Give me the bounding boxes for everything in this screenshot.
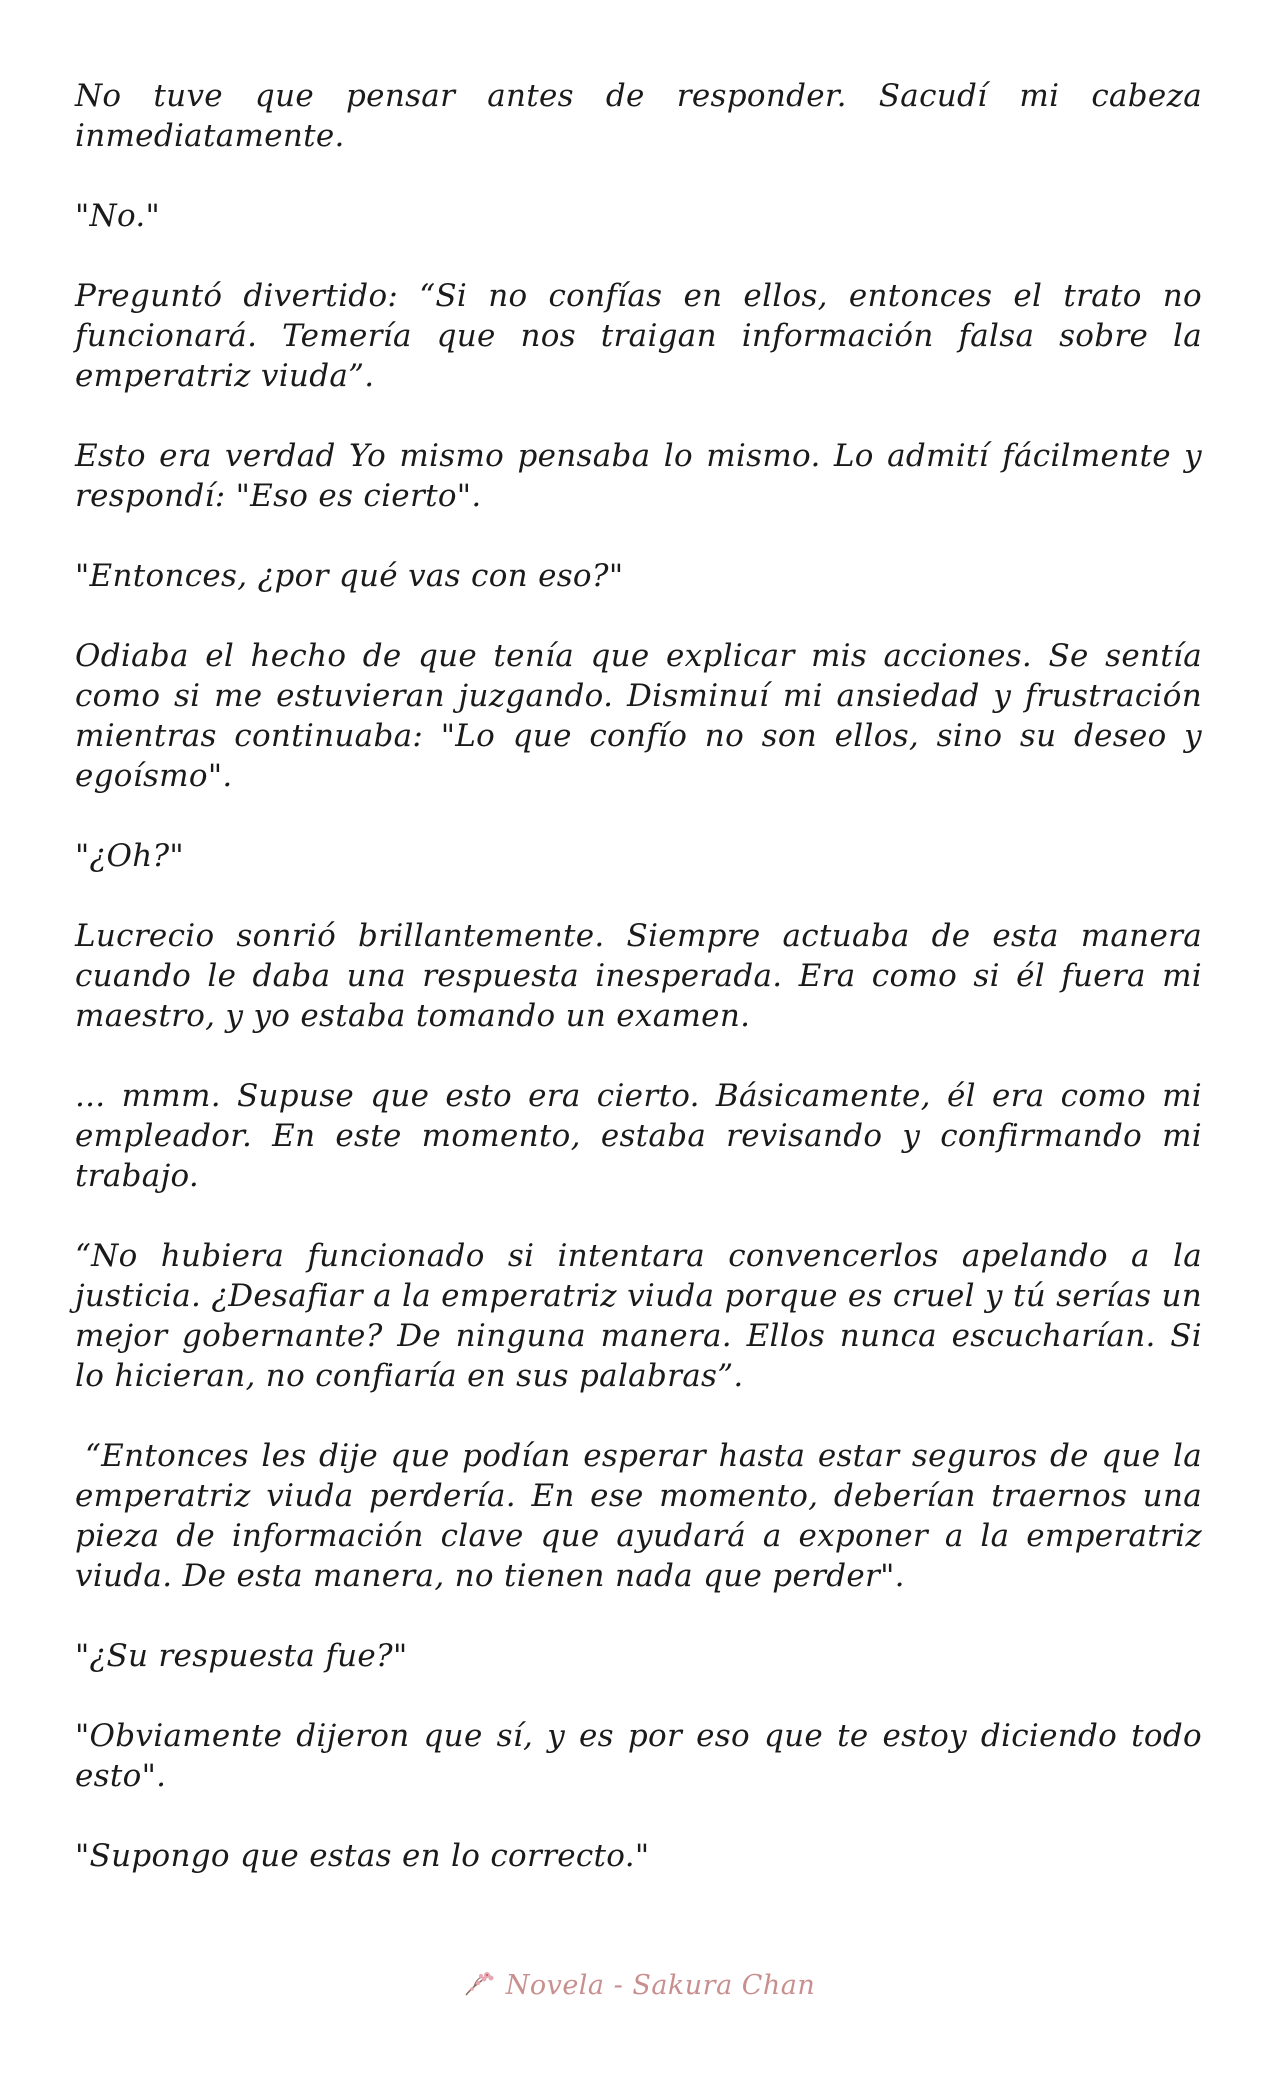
paragraph: "¿Su respuesta fue?" [75, 1638, 408, 1674]
watermark-footer [0, 1965, 1275, 2005]
watermark [460, 1965, 816, 2005]
paragraph: No tuve que pensar antes de responder. Sacudí mi cabeza inmediatamente. [75, 78, 1213, 154]
paragraph: “No hubiera funcionado si intentara convencerlos apelando a la justicia. ¿Desafiar a la emperatriz viuda porque es cruel y tú serías un mejor gobernante? De ninguna manera. Ellos nunca escucharían. Si lo hicieran, no confiaría en sus palabras”. [75, 1238, 1213, 1394]
paragraph: Odiaba el hecho de que tenía que explicar mis acciones. Se sentía como si me estuvieran juzgando. Disminuí mi ansiedad y frustración mientras continuaba: "Lo que confío no son ellos, sino su deseo y egoísmo". [75, 638, 1213, 794]
paragraph: "Supongo que estas en lo correcto." [75, 1838, 650, 1874]
paragraph: ... mmm. Supuse que esto era cierto. Básicamente, él era como mi empleador. En este momento, estaba revisando y confirmando mi trabajo. [75, 1078, 1213, 1194]
novel-text [75, 76, 1213, 1916]
paragraph: "Entonces, ¿por qué vas con eso?" [75, 558, 624, 594]
sakura-blossom-icon [460, 1965, 500, 2005]
paragraph: "No." [75, 198, 161, 234]
paragraph: Esto era verdad Yo mismo pensaba lo mismo. Lo admití fácilmente y respondí: "Eso es cierto". [75, 438, 1213, 514]
paragraph: “Entonces les dije que podían esperar hasta estar seguros de que la emperatriz viuda perdería. En ese momento, deberían traernos una pieza de información clave que ayudará a exponer a la emperatriz viuda. De esta manera, no tienen nada que perder". [75, 1438, 1213, 1594]
paragraph: Preguntó divertido: “Si no confías en ellos, entonces el trato no funcionará. Temería que nos traigan información falsa sobre la emperatriz viuda”. [75, 278, 1213, 394]
paragraph: Lucrecio sonrió brillantemente. Siempre actuaba de esta manera cuando le daba una respuesta inesperada. Era como si él fuera mi maestro, y yo estaba tomando un examen. [75, 918, 1213, 1034]
paragraph: "¿Oh?" [75, 838, 184, 874]
watermark-text: Novela - Sakura Chan [505, 1969, 816, 2001]
paragraph: "Obviamente dijeron que sí, y es por eso que te estoy diciendo todo esto". [75, 1718, 1213, 1794]
